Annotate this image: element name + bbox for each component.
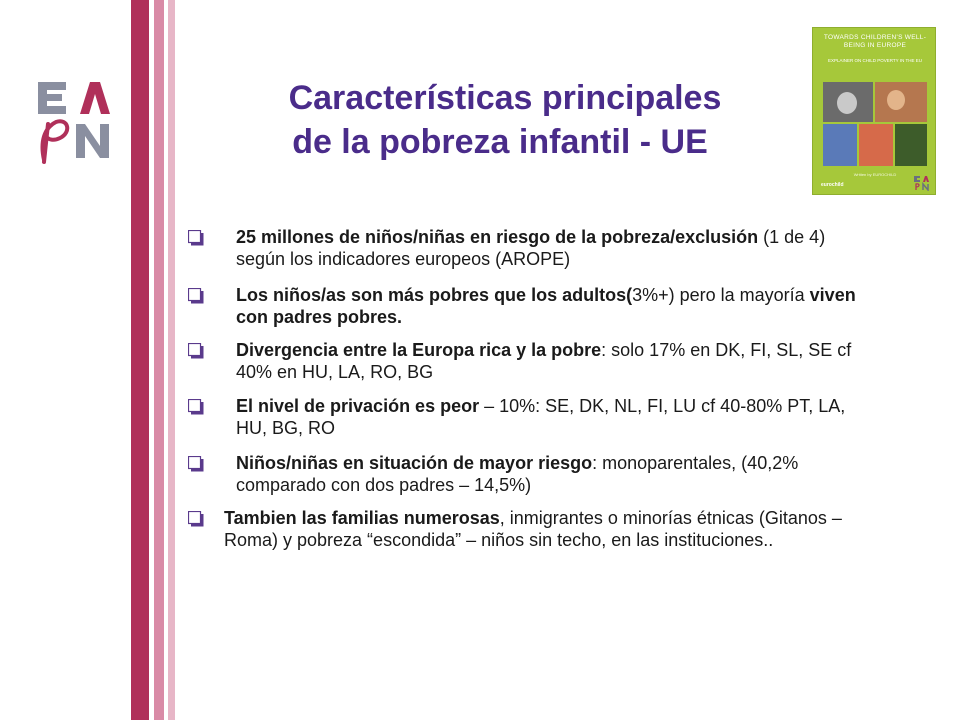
bullet-text-5 bbox=[236, 452, 876, 496]
bullet-2-bold-2: viven con padres pobres. bbox=[236, 285, 856, 327]
eapn-logo bbox=[22, 72, 118, 168]
left-stripe-dark bbox=[131, 0, 149, 720]
bullet-6-rest: , inmigrantes o minorías étnicas (Gitanos – Roma) y pobreza “escondida” – niños sin techo, en las instituciones.. bbox=[224, 508, 842, 550]
bullet-6-bold: Tambien las familias numerosas bbox=[224, 508, 500, 528]
bullet-4-bold: El nivel de privación es peor bbox=[236, 396, 480, 416]
bullet-1-rest: (1 de 4) según los indicadores europeos (AROPE) bbox=[236, 227, 826, 269]
bullet-2-mid: 3%+) pero la mayoría bbox=[632, 285, 810, 305]
bullet-3-bold: Divergencia entre la Europa rica y la pobre bbox=[236, 340, 602, 360]
bullet-text-6 bbox=[224, 507, 874, 551]
book-publisher: eurochild bbox=[821, 182, 844, 188]
checkbox-bullet-icon bbox=[188, 399, 204, 415]
bullet-1-bold: 25 millones de niños/niñas en riesgo de la pobreza/exclusión bbox=[236, 227, 759, 247]
bullet-5-rest: : monoparentales, (40,2% comparado con dos padres – 14,5%) bbox=[236, 453, 799, 495]
bullet-5-bold: Niños/niñas en situación de mayor riesgo bbox=[236, 453, 593, 473]
book-author: Written by EUROCHILD bbox=[853, 172, 897, 177]
checkbox-bullet-icon bbox=[188, 230, 204, 246]
checkbox-bullet-icon bbox=[188, 343, 204, 359]
title-line-2: de la pobreza infantil - UE bbox=[292, 123, 708, 161]
checkbox-bullet-icon bbox=[188, 456, 204, 472]
book-photo-collage bbox=[823, 82, 927, 166]
bullet-text-4 bbox=[236, 395, 876, 439]
bullet-4-rest: – 10%: SE, DK, NL, FI, LU cf 40-80% PT, LA, HU, BG, RO bbox=[236, 396, 846, 438]
bullet-text-2 bbox=[236, 284, 876, 328]
bullet-text-1 bbox=[236, 226, 876, 270]
book-subtitle: EXPLAINER ON CHILD POVERTY IN THE EU bbox=[827, 58, 923, 63]
slide-title bbox=[200, 76, 800, 164]
left-stripe-light bbox=[168, 0, 175, 720]
title-line-1: Características principales bbox=[288, 79, 722, 117]
bullet-text-3 bbox=[236, 339, 876, 383]
checkbox-bullet-icon bbox=[188, 288, 204, 304]
book-title: TOWARDS CHILDREN'S WELL-BEING IN EUROPE bbox=[823, 34, 927, 49]
book-cover-image bbox=[812, 27, 936, 195]
bullet-2-bold: Los niños/as son más pobres que los adultos( bbox=[236, 285, 633, 305]
bullet-3-rest: : solo 17% en DK, FI, SL, SE cf 40% en HU, LA, RO, BG bbox=[236, 340, 852, 382]
checkbox-bullet-icon bbox=[188, 511, 204, 527]
book-eapn-logo bbox=[913, 175, 931, 191]
left-stripe-pink bbox=[154, 0, 164, 720]
